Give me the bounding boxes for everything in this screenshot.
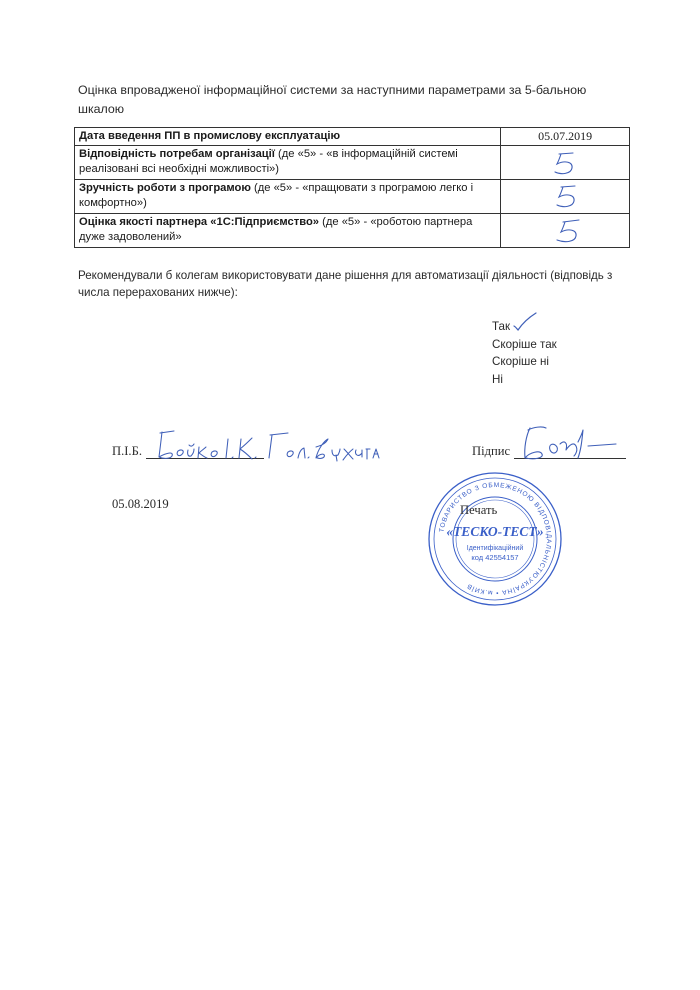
recommend-text: Рекомендували б колегам використовувати дане рішення для автоматизації діяльності (відповідь з числа перерахованих нижче): bbox=[78, 269, 613, 299]
row-label: Відповідність потребам організації (де «5» - «в інформаційній системі реалізовані всі необхідні можливості») bbox=[75, 146, 501, 180]
handwritten-score bbox=[537, 148, 597, 178]
document-date: 05.08.2019 bbox=[112, 497, 169, 511]
pib-label: П.І.Б. bbox=[112, 444, 142, 458]
option-yes: Так bbox=[492, 318, 557, 336]
stamp-label: Печать bbox=[460, 503, 498, 517]
option-rather-no: Скоріше ні bbox=[492, 355, 549, 368]
table-row bbox=[75, 128, 630, 146]
handwritten-score bbox=[537, 182, 597, 212]
checkmark-icon bbox=[512, 312, 538, 332]
svg-text:код 42554157: код 42554157 bbox=[471, 553, 519, 562]
table-row bbox=[75, 180, 630, 214]
row-label: Зручність роботи з програмою (де «5» - «пращювати з програмою легко і комфортно») bbox=[75, 180, 501, 214]
company-stamp bbox=[424, 468, 566, 610]
row-label: Оцінка якості партнера «1С:Підприємство» (де «5» - «роботою партнера дуже задоволений» bbox=[75, 214, 501, 248]
row-value bbox=[501, 180, 630, 214]
row-label: Дата введення ПП в промислову експлуатацію bbox=[75, 128, 501, 146]
svg-text:УКРАЇНА • м.КИЇВ: УКРАЇНА • м.КИЇВ bbox=[465, 575, 534, 597]
option-no: Ні bbox=[492, 372, 503, 386]
row-value bbox=[501, 214, 630, 248]
row-value bbox=[501, 146, 630, 180]
table-row bbox=[75, 214, 630, 248]
handwritten-score bbox=[537, 216, 597, 246]
svg-text:Ідентифікаційний: Ідентифікаційний bbox=[466, 545, 524, 552]
svg-text:«ТЕСКО-ТЕСТ»: «ТЕСКО-ТЕСТ» bbox=[446, 524, 544, 539]
svg-text:ТОВАРИСТВО З ОБМЕЖЕНОЮ ВІДПОВІ: ТОВАРИСТВО З ОБМЕЖЕНОЮ ВІДПОВІДАЛЬНІСТЮ bbox=[438, 481, 553, 580]
row-value: 05.07.2019 bbox=[501, 128, 630, 146]
handwritten-signature bbox=[516, 420, 626, 464]
signature-label: Підпис bbox=[472, 444, 511, 458]
rating-table bbox=[74, 127, 630, 248]
option-rather-yes: Скоріше так bbox=[492, 337, 557, 351]
intro-text: Оцінка впровадженої інформаційної системи за наступними параметрами за 5-бальною шкалою bbox=[78, 83, 587, 116]
table-row bbox=[75, 146, 630, 180]
handwritten-name bbox=[148, 425, 388, 465]
answer-options bbox=[492, 318, 557, 388]
